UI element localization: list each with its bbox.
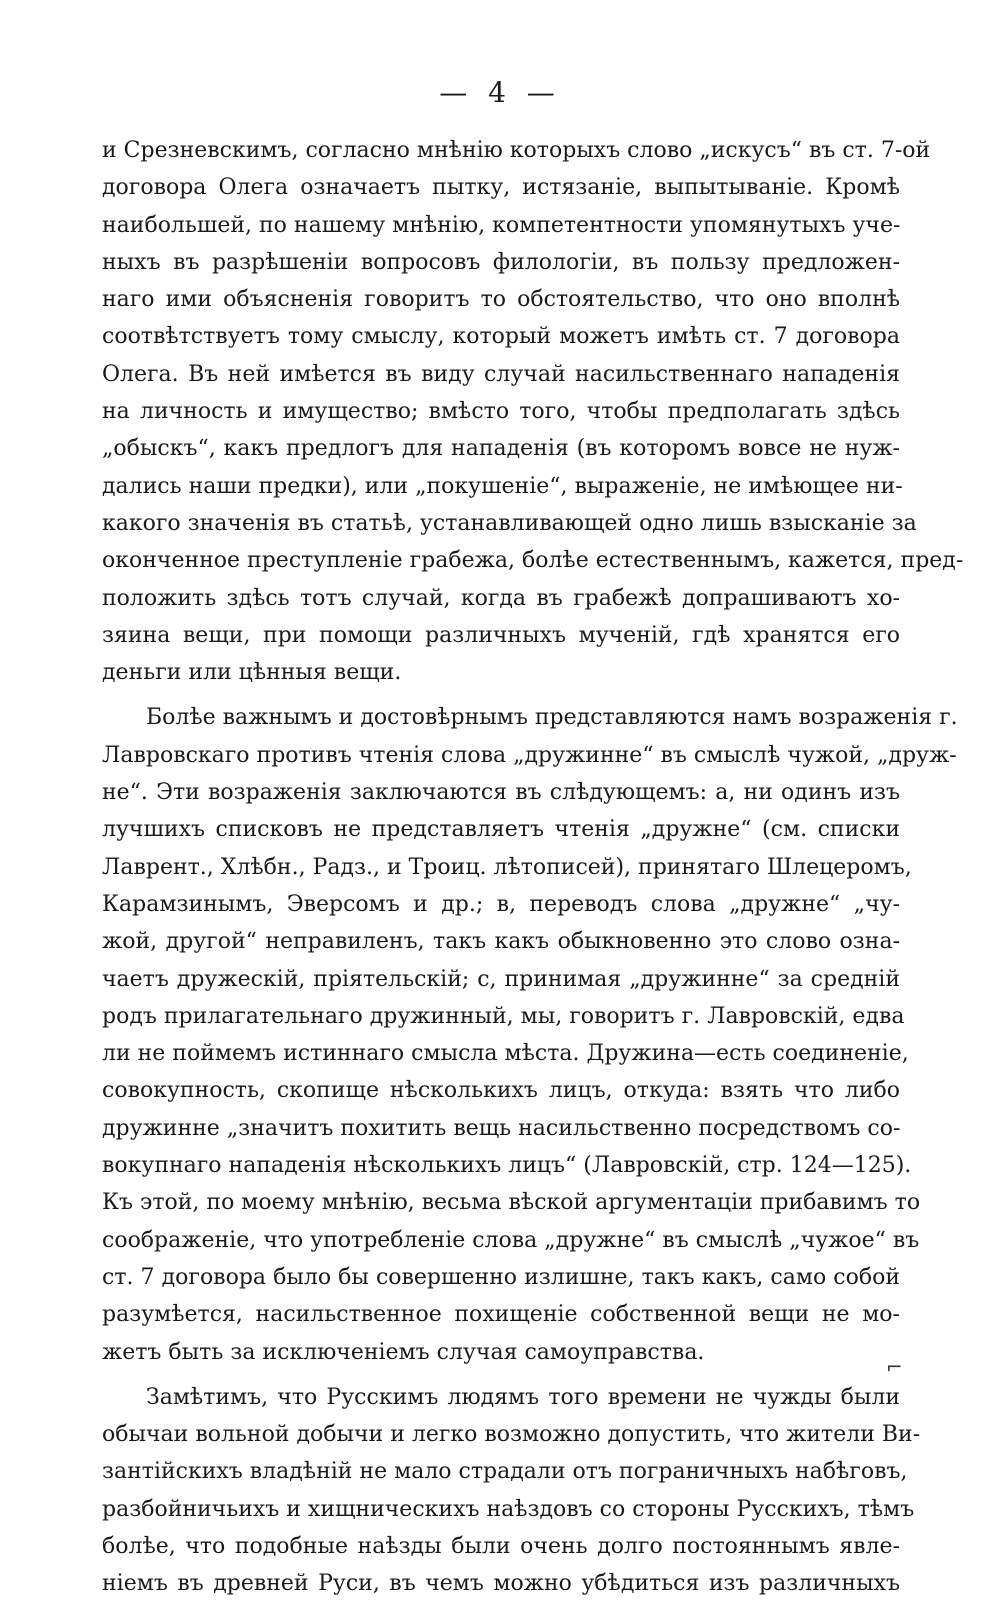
text-line: Болѣе важнымъ и достовѣрнымъ представляются намъ возраженія г. bbox=[146, 705, 958, 731]
text-line: договора Олега означаетъ пытку, истязаніе, выпытываніе. Кромѣ bbox=[102, 175, 900, 201]
text-line: обычаи вольной добычи и легко возможно допустить, что жители Ви- bbox=[102, 1422, 921, 1448]
text-line: дались наши предки), или „покушеніе“, выраженіе, не имѣющее ни- bbox=[102, 473, 903, 499]
text-line: ныхъ въ разрѣшеніи вопросовъ филологіи, въ пользу предложен- bbox=[102, 249, 900, 275]
text-line: и Срезневскимъ, согласно мнѣнію которыхъ слово „искусъ“ въ ст. 7-ой bbox=[102, 138, 931, 163]
text-line: Лавровскаго противъ чтенія слова „дружинне“ въ смыслѣ чужой, „друж- bbox=[102, 742, 957, 768]
text-line: наго ими объясненія говоритъ то обстоятельство, что оно вполнѣ bbox=[102, 287, 900, 313]
text-line: „обыскъ“, какъ предлогъ для нападенія (въ которомъ вовсе не нуж- bbox=[102, 436, 900, 462]
page-number: — 4 — bbox=[439, 76, 561, 109]
paragraph-1 bbox=[102, 132, 964, 691]
text-line: болѣе, что подобные наѣзды были очень долго постояннымъ явле- bbox=[102, 1533, 900, 1559]
text-line: ли не поймемъ истиннаго смысла мѣста. Дружина—есть соединеніе, bbox=[102, 1041, 909, 1067]
text-line: Къ этой, по моему мнѣнію, весьма вѣской аргументаціи прибавимъ то bbox=[102, 1190, 921, 1216]
text-line: Олега. Въ ней имѣется въ виду случай насильственнаго нападенія bbox=[102, 361, 900, 387]
text-line: деньги или цѣнныя вещи. bbox=[102, 660, 402, 686]
text-line: вокупнаго нападенія нѣсколькихъ лицъ“ (Лавровскій, стр. 124—125). bbox=[102, 1153, 912, 1179]
text-line: Лаврент., Хлѣбн., Радз., и Троиц. лѣтописей), принятаго Шлецеромъ, bbox=[102, 854, 912, 880]
page-text bbox=[102, 132, 964, 1603]
text-line: родъ прилагательнаго дружинный, мы, говоритъ г. Лавровскій, едва bbox=[102, 1003, 905, 1029]
text-line: Карамзинымъ, Эверсомъ и др.; в, переводъ слова „дружне“ „чу- bbox=[102, 891, 900, 917]
text-line: разумѣется, насильственное похищеніе собственной вещи не мо- bbox=[102, 1302, 900, 1328]
text-line: лучшихъ списковъ не представляетъ чтенія „дружне“ (см. списки bbox=[102, 817, 900, 843]
text-line: соотвѣтствуетъ тому смыслу, который можетъ имѣть ст. 7 договора bbox=[102, 324, 900, 350]
text-line: какого значенія въ статьѣ, устанавливающей одно лишь взысканіе за bbox=[102, 510, 917, 536]
text-line: ст. 7 договора было бы совершенно излишне, такъ какъ, само собой bbox=[102, 1264, 900, 1290]
text-line: жетъ быть за исключеніемъ случая самоуправства. bbox=[102, 1339, 705, 1365]
text-line: чаетъ дружескій, пріятельскій; с, принимая „дружинне“ за средній bbox=[102, 966, 900, 992]
text-line: зяина вещи, при помощи различныхъ мученій, гдѣ хранятся его bbox=[102, 622, 900, 648]
text-line: жой, другой“ неправиленъ, такъ какъ обыкновенно это слово озна- bbox=[102, 929, 900, 955]
text-line: наибольшей, по нашему мнѣнію, компетентности упомянутыхъ уче- bbox=[102, 212, 901, 238]
text-line: Замѣтимъ, что Русскимъ людямъ того времени не чужды были bbox=[146, 1384, 900, 1410]
text-line: соображеніе, что употребленіе слова „дружне“ въ смыслѣ „чужое“ въ bbox=[102, 1227, 920, 1253]
text-line: совокупность, скопище нѣсколькихъ лицъ, откуда: взять что либо bbox=[102, 1078, 900, 1104]
text-line: зантійскихъ владѣній не мало страдали отъ пограничныхъ набѣговъ, bbox=[102, 1459, 908, 1485]
paragraph-3 bbox=[102, 1379, 921, 1603]
text-line: не“. Эти возраженія заключаются въ слѣдующемъ: а, ни одинъ изъ bbox=[102, 780, 900, 806]
text-line: дружинне „значитъ похитить вещь насильственно посредствомъ со- bbox=[102, 1115, 901, 1141]
text-line: ніемъ въ древней Руси, въ чемъ можно убѣдиться изъ различныхъ bbox=[102, 1571, 900, 1597]
paragraph-2 bbox=[102, 699, 958, 1370]
text-line: оконченное преступленіе грабежа, болѣе естественнымъ, кажется, пред- bbox=[102, 548, 964, 574]
margin-mark: ⌐ bbox=[886, 1355, 903, 1379]
text-line: разбойничьихъ и хищническихъ наѣздовъ со стороны Русскихъ, тѣмъ bbox=[102, 1496, 915, 1522]
text-line: на личность и имущество; вмѣсто того, чтобы предполагать здѣсь bbox=[102, 399, 900, 425]
text-line: положить здѣсь тотъ случай, когда въ грабежѣ допрашиваютъ хо- bbox=[102, 585, 900, 611]
